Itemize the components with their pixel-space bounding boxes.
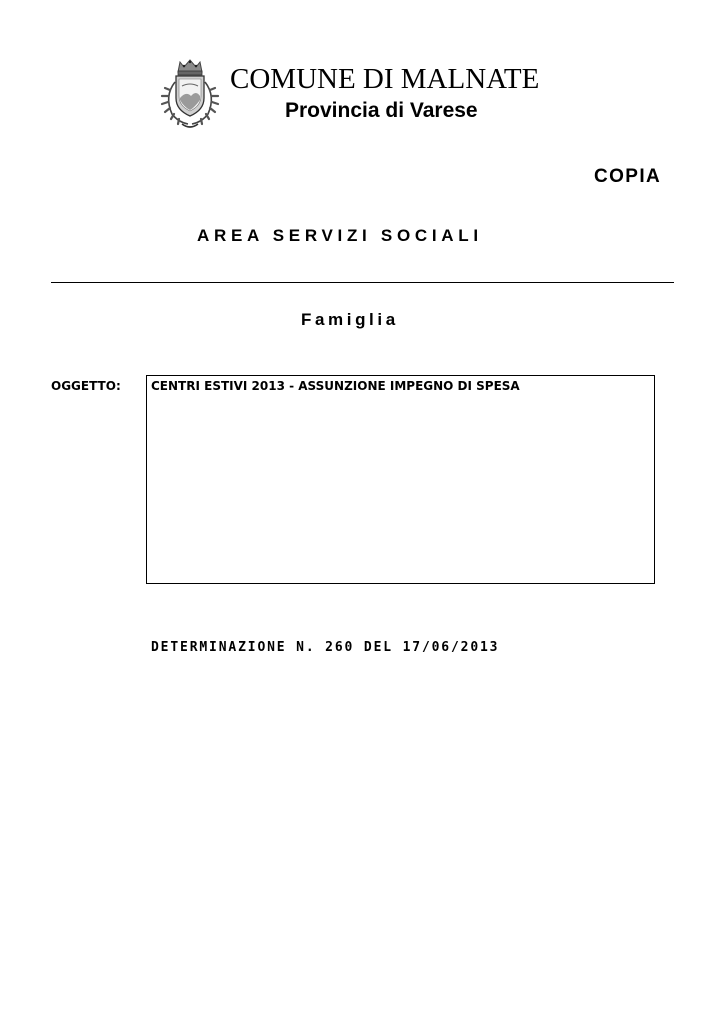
subject-box (146, 375, 655, 584)
sector-heading: Famiglia (301, 310, 399, 329)
province-subtitle: Provincia di Varese (285, 99, 478, 122)
subject-label: OGGETTO: (51, 379, 121, 393)
horizontal-divider (51, 282, 674, 283)
copy-marker: COPIA (594, 166, 662, 187)
department-heading: AREA SERVIZI SOCIALI (197, 226, 483, 245)
municipality-title: COMUNE DI MALNATE (230, 63, 540, 95)
municipal-crest-icon (158, 58, 222, 132)
subject-text: CENTRI ESTIVI 2013 - ASSUNZIONE IMPEGNO DI SPESA (151, 379, 520, 393)
determination-number: DETERMINAZIONE N. 260 DEL 17/06/2013 (151, 640, 500, 655)
